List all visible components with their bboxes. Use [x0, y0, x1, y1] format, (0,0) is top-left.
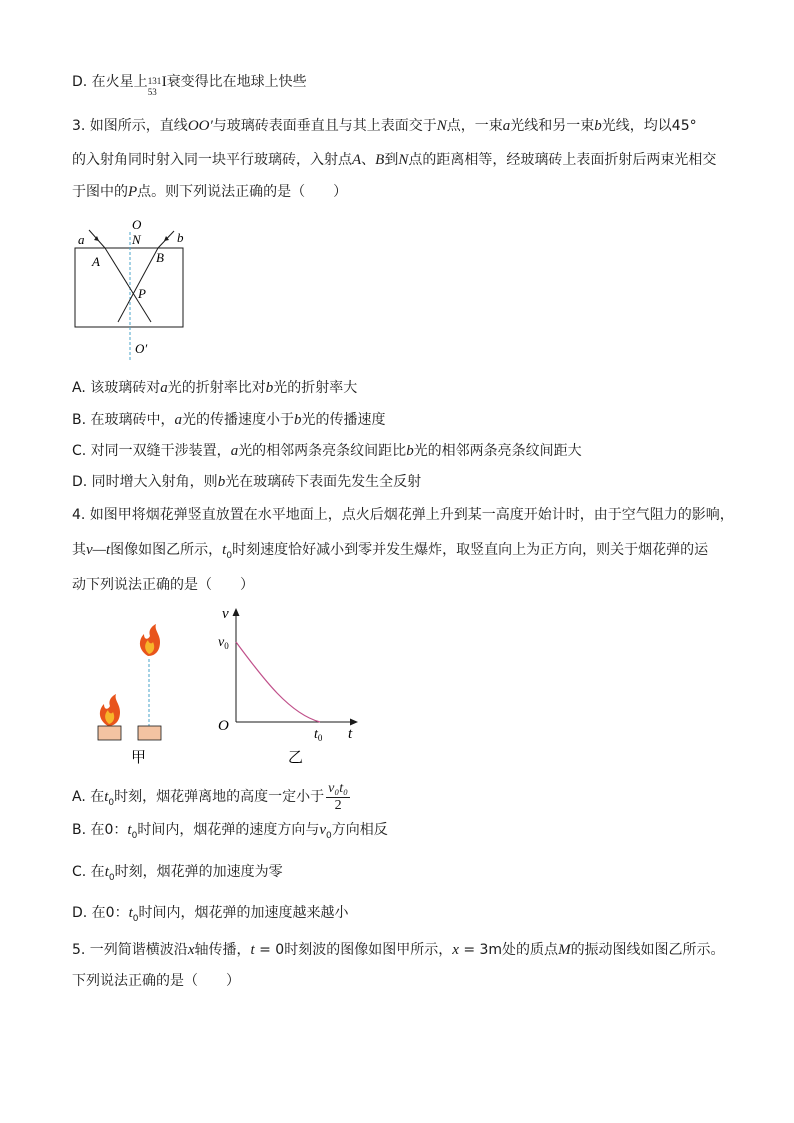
- ray-b-refracted: [118, 248, 158, 322]
- flame-ground-icon: [100, 694, 120, 726]
- q4-figure-jia: [90, 622, 180, 768]
- q4-figure-yi: [212, 602, 362, 768]
- label-b: b: [177, 230, 184, 245]
- fraction-v0t0-over-2: $\frac{\text{v₀t₀}}{2}$: [328, 780, 348, 813]
- firework-base-right: [138, 726, 161, 740]
- q4-option-c: C. 在$t_0$时刻，烟花弹的加速度为零: [72, 864, 283, 883]
- q5-stem-line-1: 5. 一列简谐横波沿x轴传播，t = 0时刻波的图像如图甲所示，x = 3m处的质点M的振动图线如图乙所示。: [72, 942, 725, 958]
- label-O-prime: O′: [135, 341, 148, 356]
- q4-stem-line-3: 动下列说法正确的是（ ）: [72, 577, 254, 593]
- q4-option-d: D. 在0：$t_0$时间内，烟花弹的加速度越来越小: [72, 905, 349, 924]
- label-P: P: [138, 286, 146, 301]
- ray-a-refracted: [105, 248, 151, 322]
- v-axis-arrow-icon: [233, 608, 240, 616]
- q4-stem-line-1: 4. 如图甲将烟花弹竖直放置在水平地面上，点火后烟花弹上升到某一高度开始计时，由于空气阻力的影响，: [72, 507, 734, 523]
- q4-option-a: A. 在$t_0$时刻，烟花弹离地的高度一定小于 $\frac{\text{v₀t₀}}{2}$: [72, 780, 348, 813]
- q3-stem-line-2: 的入射角同时射入同一块平行玻璃砖，入射点A、B到N点的距离相等，经玻璃砖上表面折射后两束光相交: [72, 152, 717, 168]
- q4-stem-line-2: 其v—t图像如图乙所示，$t_0$时刻速度恰好减小到零并发生爆炸，取竖直向上为正方向，则关于烟花弹的运: [72, 542, 709, 561]
- q3-stem-line-1: 3. 如图所示，直线OO′与玻璃砖表面垂直且与其上表面交于N点，一束a光线和另一束b光线，均以45°: [72, 118, 697, 134]
- firework-shell-ground: [98, 726, 121, 740]
- label-jia: 甲: [131, 748, 147, 766]
- label-B: B: [156, 250, 164, 265]
- q5-stem-line-2: 下列说法正确的是（ ）: [72, 973, 240, 989]
- label-t: t: [348, 726, 353, 742]
- q3-refraction-figure: [70, 214, 200, 364]
- q2-option-d: D. 在火星上 131 53 I衰变得比在地球上快些: [72, 74, 307, 97]
- label-a: a: [78, 232, 85, 247]
- q3-stem-line-3: 于图中的P点。则下列说法正确的是（ ）: [72, 184, 348, 200]
- q3-option-c: C. 对同一双缝干涉装置，a光的相邻两条亮条纹间距比b光的相邻两条亮条纹间距大: [72, 443, 582, 459]
- q3-option-b: B. 在玻璃砖中，a光的传播速度小于b光的传播速度: [72, 412, 386, 428]
- q3-option-d: D. 同时增大入射角，则b光在玻璃砖下表面先发生全反射: [72, 474, 422, 490]
- label-A: A: [92, 254, 100, 269]
- v-t-curve: [236, 642, 320, 722]
- label-v: v: [222, 606, 229, 622]
- q4-option-b: B. 在0：$t_0$时间内，烟花弹的速度方向与$v_0$方向相反: [72, 822, 388, 841]
- label-t0: $t_0$: [314, 727, 323, 743]
- flame-air-icon: [140, 624, 160, 656]
- label-N: N: [132, 232, 141, 247]
- q3-option-a: A. 该玻璃砖对a光的折射率比对b光的折射率大: [72, 380, 358, 396]
- label-O: O: [132, 217, 142, 232]
- label-v0: $v_0$: [218, 635, 229, 651]
- label-yi: 乙: [288, 748, 304, 766]
- iodine-isotope: 131 53: [147, 76, 162, 97]
- t-axis-arrow-icon: [350, 719, 358, 726]
- label-origin: O: [218, 718, 229, 734]
